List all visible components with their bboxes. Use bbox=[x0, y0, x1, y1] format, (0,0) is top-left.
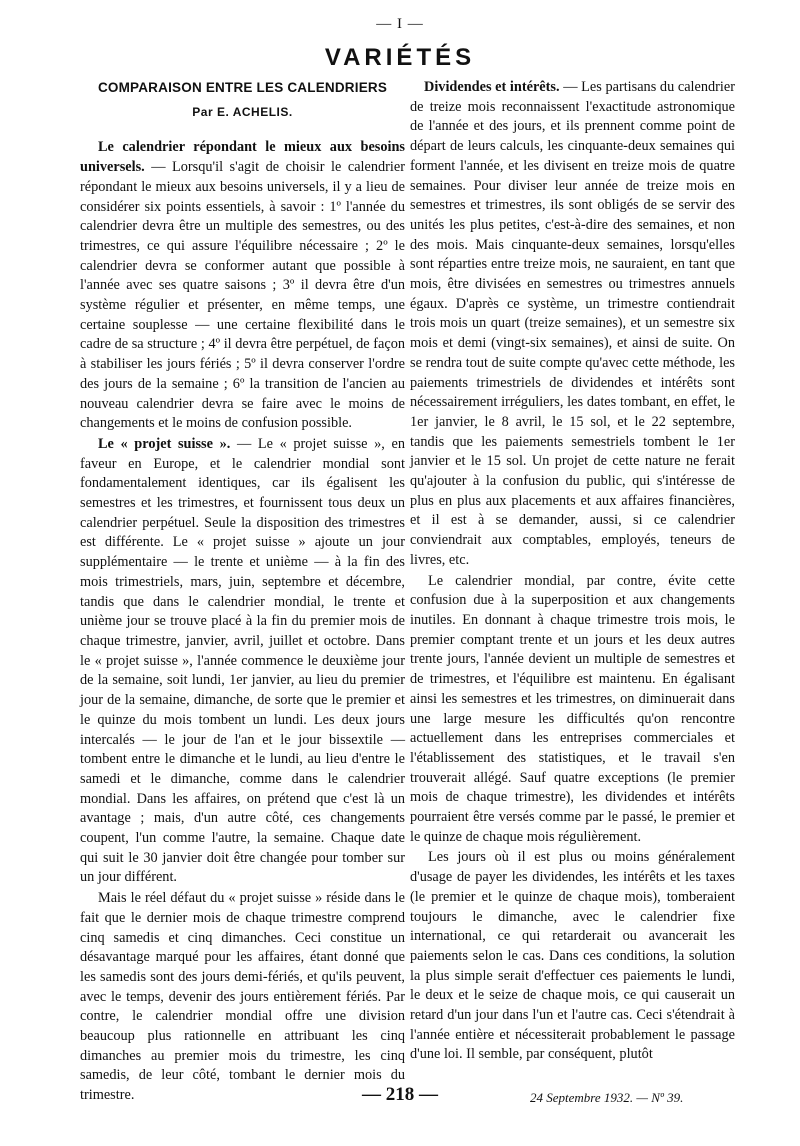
footer-date-issue: 24 Septembre 1932. — Nº 39. bbox=[530, 1090, 684, 1105]
footer-page-number: — 218 — bbox=[362, 1084, 438, 1105]
paragraph: Les jours où il est plus ou moins généralement d'usage de payer les dividendes, les intérêts et les taxes (le premier et le quinze de chaque mois), tomberaient toujours le dimanche, avec le calendrier fixe international, ce qui retarderait ou avancerait les paiements selon le cas. Dans ces conditions, la solution la plus simple serait d'effectuer ces paiements le lundi, le deux et le seize de chaque mois, ce qui causerait un retard d'un jour dans l'un et l'autre cas. Ceci s'étendrait à l'année entière et nécessiterait probablement le passage d'une loi. Il semble, par conséquent, plutôt bbox=[410, 849, 735, 1063]
page-number-top: — I — bbox=[376, 16, 424, 32]
paragraph-text: — Le « projet suisse », en faveur en Europe, et le calendrier mondial sont fondamentalement identiques, car ils égalisent les semestres et les trimestres, et fournissent tous deux un calendrier perpétuel. Seule la disposition des trimestres est différente. Le « projet suisse » ajoute un jour supplémentaire — le trente et unième — à la fin des mois trimestriels, mars, juin, septembre et décembre, tandis que dans le calendrier mondial, le trente et unième jour se trouve placé à la fin du premier mois de chaque trimestre, janvier, avril, juillet et octobre. Dans le « projet suisse », l'année commence le deuxième jour de la semaine, soit lundi, 1er janvier, au lieu du premier jour de la semaine, dimanche, de sorte que le premier et le quinze du mois tombent un lundi. Les deux jours intercalés — le jour de l'an et le jour bissextile — tombent entre le dimanche et le lundi, au lieu d'entre le samedi et le dimanche, comme dans le calendrier mondial. Dans les affaires, on prétend que c'est là un avantage ; mais, d'un autre côté, ces changements coupent, l'un comme l'autre, la semaine. Chaque date qui suit le 30 janvier doit être changée pour tomber sur un jour différent. bbox=[80, 435, 405, 886]
paragraph: Le calendrier mondial, par contre, évite cette confusion due à la superposition et aux changements inutiles. En donnant à chaque trimestre trois mois, le premier comptant trente et un jours et les deux autres trente jours, l'année devient un multiple de semestres et de trimestres, et l'équilibre est maintenu. En égalisant ainsi les semestres et les trimestres, on diminuerait dans une large mesure les difficultés qu'on rencontre actuellement dans les entreprises commerciales et l'établissement des statistiques, et le travail s'en trouverait allégé. Sauf quatre exceptions (le premier mois de chaque trimestre), les dividendes et intérêts pourraient être versés comme par le passé, le premier et le quinze de chaque mois régulièrement. bbox=[410, 572, 735, 845]
section-title: VARIÉTÉS bbox=[324, 44, 476, 71]
paragraph-heading: Dividendes et intérêts. bbox=[424, 79, 560, 95]
paragraph-text: — Les partisans du calendrier de treize mois reconnaissent l'exactitude astronomique de l'année et des jours, et ils prennent comme point de départ de leurs calculs, les cinquante-deux semaines qui forment l'année, et les divisent en treize mois de quatre semaines. Pour diviser leur année de treize mois en semestres et trimestres, ils sont obligés de se servir des unités les plus petites, c'est-à-dire des semaines, et non des mois. Mais cinquante-deux semaines, lorsqu'elles sont réparties entre treize mois, ne sauraient, en tant que mois, être divisées en semestres ou trimestres annuels égaux. D'après ce système, un trimestre contiendrait trois mois un quart (treize semaines), et un semestre six mois et demi (vingt-six semaines), et ainsi de suite. On se rendra tout de suite compte qu'avec cette méthode, les paiements trimestriels de dividendes et intérêts sont nécessairement irréguliers, les dates tombant, en effet, le 1er janvier, le 8 avril, le 15 sol, et le 22 septembre, tandis que les paiements semestriels tombent le 1er janvier et le 15 sol. Un projet de cette nature ne ferait qu'ajouter à la confusion du public, qui s'intéresse de plus en plus aux placements et aux affaires financières, et il est à se demander, aussi, si ce calendrier conviendrait aux comptables, employés, teneurs de livres, etc. bbox=[410, 79, 736, 568]
paragraph bbox=[80, 435, 405, 888]
paragraph-heading: Le « projet suisse ». bbox=[98, 435, 231, 452]
paragraph-text: — Lorsqu'il s'agit de choisir le calendrier répondant le mieux aux besoins universels, il y a lieu de considérer six points essentiels, à savoir : 1º l'année du calendrier devra être un multiple des semestres, ou des trimestres, ce qui assure l'équilibre nécessaire ; 2º le calendrier devra se conformer autant que possible à l'année avec ses quatre saisons ; 3º il devra être d'un système régulier et présenter, en même temps, une certaine souplesse — une certaine flexibilité dans le cadre de sa structure ; 4º il devra être perpétuel, de façon à stabiliser les jours fériés ; 5º il devra conserver l'ordre des jours de la semaine ; 6º la transition de l'ancien au nouveau calendrier devra se faire avec le moins de changements et le moins de confusion possible. bbox=[80, 159, 405, 432]
right-column bbox=[410, 78, 735, 1065]
article-byline: Par E. ACHELIS. bbox=[192, 104, 293, 119]
paragraph: Mais le réel défaut du « projet suisse » réside dans le fait que le dernier mois de chaque trimestre comprend cinq samedis et cinq dimanches. Ceci constitue un désavantage marqué pour les affaires, étant donné que les samedis sont des jours demi-fériés, et qu'ils peuvent, avec le temps, devenir des jours entièrement fériés. Par contre, le calendrier mondial offre une division beaucoup plus rationnelle en attribuant les cinq dimanches au premier mois du trimestre, les cinq samedis, de leur côté, tombant le dernier mois du trimestre. bbox=[80, 890, 405, 1104]
paragraph bbox=[80, 138, 405, 434]
left-column bbox=[80, 78, 405, 1106]
article-title: COMPARAISON ENTRE LES CALENDRIERS bbox=[97, 80, 388, 95]
paragraph bbox=[410, 78, 735, 571]
paragraph-heading: Le calendrier répondant le mieux aux besoins universels. bbox=[80, 139, 405, 176]
